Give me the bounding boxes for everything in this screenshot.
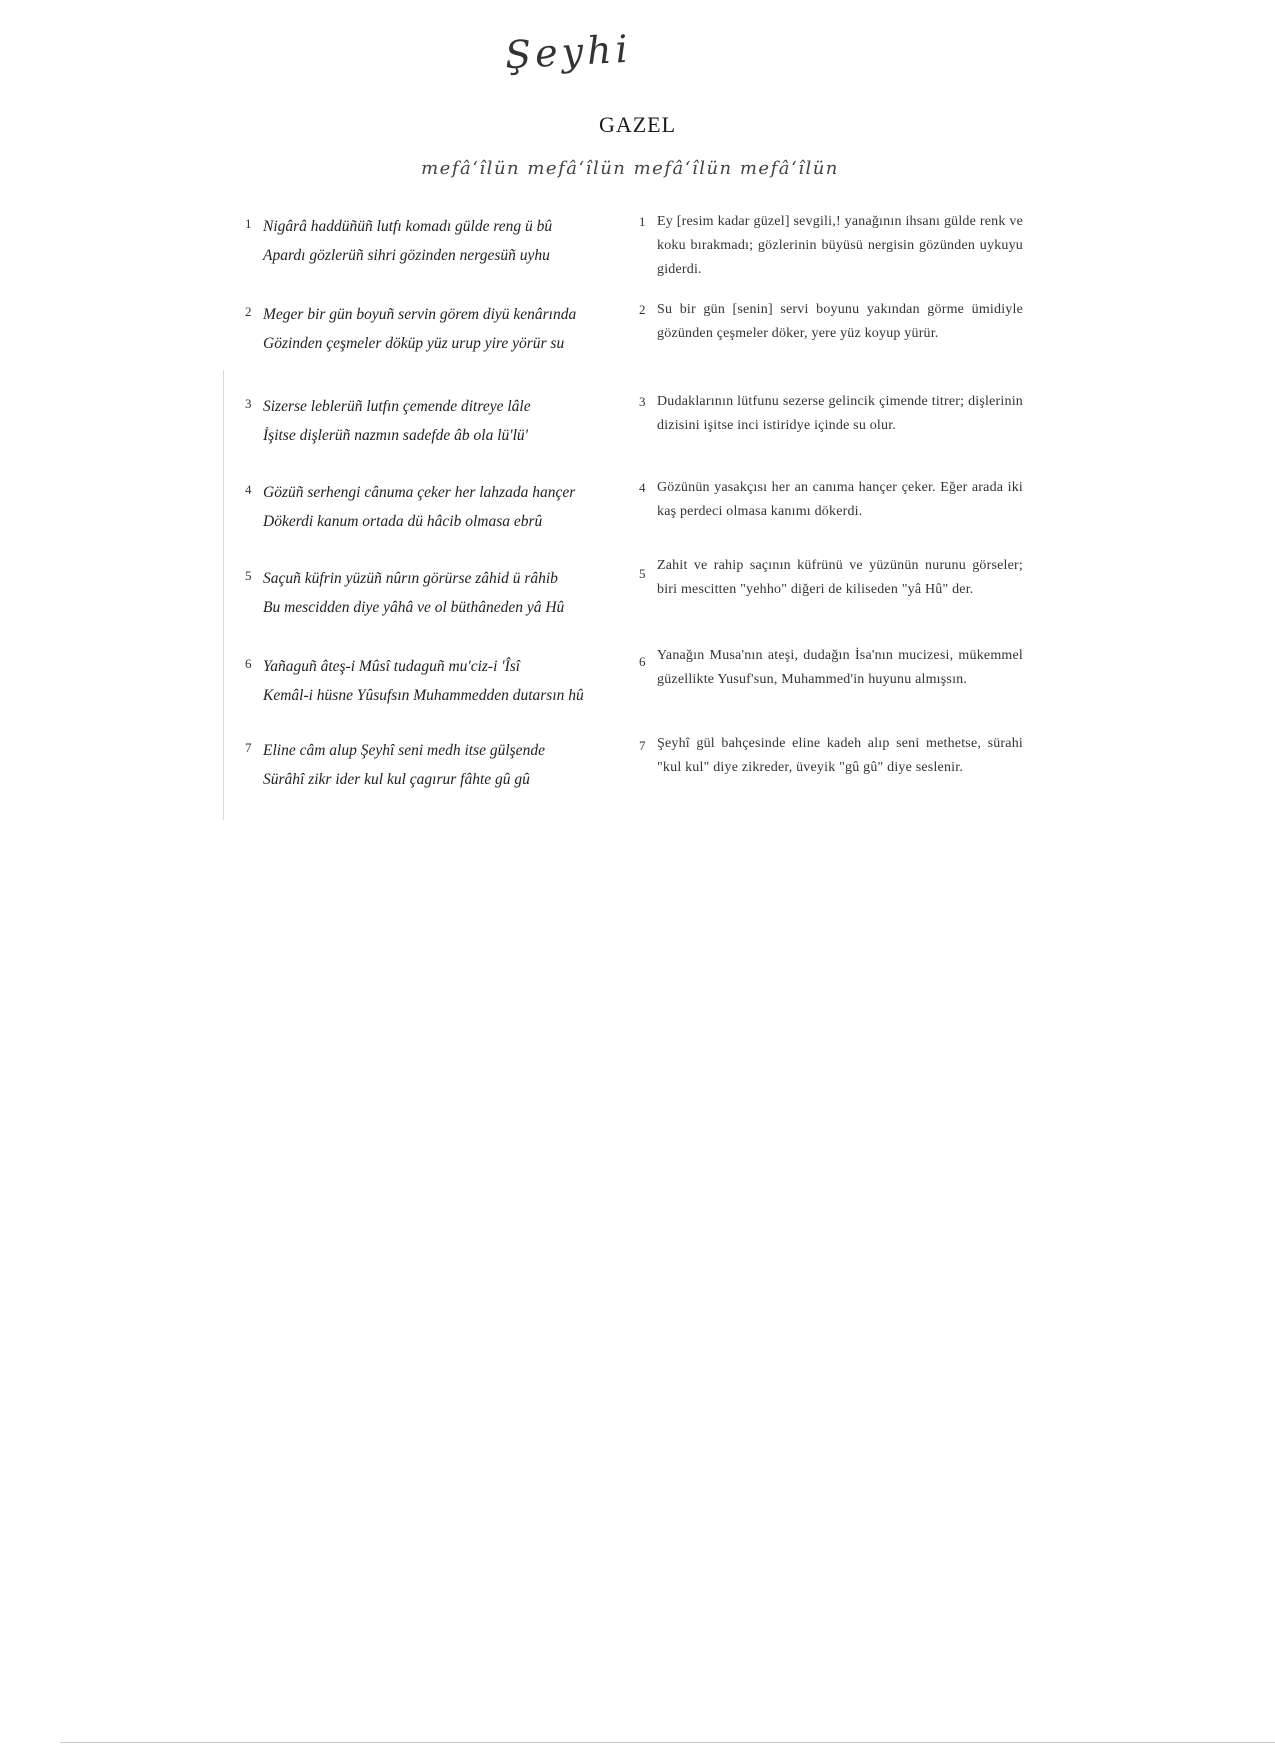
turkish-translation: Yanağın Musa'nın ateşi, dudağın İsa'nın mucizesi, mükemmel güzellikte Yusuf'sun, Muhammed'in huyunu almışsın.	[657, 648, 1023, 687]
ottoman-verse	[263, 736, 633, 794]
couplet-number: 4	[245, 482, 252, 497]
translation-number: 7	[639, 738, 646, 753]
translation-number: 3	[639, 394, 646, 409]
ottoman-verse	[263, 212, 633, 270]
couplet-number: 5	[245, 568, 252, 583]
verse-line: İşitse dişlerüñ nazmın sadefde âb ola lü'lü'	[263, 427, 528, 444]
translation-number: 1	[639, 214, 646, 229]
couplet-number: 2	[245, 304, 252, 319]
couplet-number: 7	[245, 740, 252, 755]
page-margin-line	[223, 370, 224, 820]
turkish-translation: Gözünün yasakçısı her an canıma hançer çeker. Eğer arada iki kaş perdeci olmasa kanımı dökerdi.	[657, 480, 1023, 519]
turkish-translation: Dudaklarının lütfunu sezerse gelincik çimende titrer; dişlerinin dizisini işitse inci istiridye içinde su olur.	[657, 394, 1023, 433]
couplet-number: 3	[245, 396, 252, 411]
verse-line: Gözüñ serhengi cânuma çeker her lahzada hançer	[263, 484, 576, 501]
couplet-number: 6	[245, 656, 252, 671]
verse-line: Eline câm alup Şeyhî seni medh itse gülşende	[263, 742, 545, 759]
verse-line: Nigârâ haddüñüñ lutfı komadı gülde reng ü bû	[263, 218, 553, 235]
turkish-translation: Zahit ve rahip saçının küfrünü ve yüzünün nurunu görseler; biri mescitten "yehho" diğeri de kiliseden "yâ Hû" der.	[657, 558, 1023, 597]
ottoman-verse	[263, 478, 633, 536]
poem-title: GAZEL	[598, 112, 677, 137]
verse-line: Meger bir gün boyuñ servin görem diyü kenârında	[263, 306, 577, 323]
poem-meter: mefâ‘îlün mefâ‘îlün mefâ‘îlün mefâ‘îlün	[421, 158, 839, 179]
translation-number: 5	[639, 566, 646, 581]
ottoman-verse	[263, 652, 633, 710]
ottoman-verse	[263, 564, 633, 622]
translation-number: 2	[639, 302, 646, 317]
page-bottom-edge	[60, 1742, 1275, 1743]
verse-line: Sürâhî zikr ider kul kul çagırur fâhte gû gû	[263, 771, 530, 788]
verse-line: Apardı gözlerüñ sihri gözinden nergesüñ uyhu	[263, 247, 550, 264]
turkish-translation: Su bir gün [senin] servi boyunu yakından görme ümidiyle gözünden çeşmeler döker, yere yüz koyup yürür.	[657, 302, 1023, 341]
verse-line: Sizerse leblerüñ lutfın çemende ditreye lâle	[263, 398, 531, 415]
couplet-number: 1	[245, 216, 252, 231]
verse-line: Saçuñ küfrin yüzüñ nûrın görürse zâhid ü râhib	[263, 570, 558, 587]
handwritten-author-note: Şeyhi	[503, 26, 633, 78]
verse-line: Kemâl-i hüsne Yûsufsın Muhammedden dutarsın hû	[263, 687, 584, 704]
verse-line: Gözinden çeşmeler döküp yüz urup yire yörür su	[263, 335, 565, 352]
turkish-translation: Ey [resim kadar güzel] sevgili,! yanağının ihsanı gülde renk ve koku bırakmadı; gözlerinin büyüsü nergisin gözünden uykuyu giderdi.	[657, 214, 1023, 277]
verse-line: Dökerdi kanum ortada dü hâcib olmasa ebrû	[263, 513, 543, 530]
verse-line: Yañaguñ âteş-i Mûsî tudaguñ mu'ciz-i 'Îsî	[263, 658, 521, 675]
verse-line: Bu mescidden diye yâhâ ve ol büthâneden yâ Hû	[263, 599, 565, 616]
translation-number: 4	[639, 480, 646, 495]
turkish-translation: Şeyhî gül bahçesinde eline kadeh alıp seni methetse, sürahi "kul kul" diye zikreder, üveyik "gû gû" diye seslenir.	[657, 736, 1023, 775]
ottoman-verse	[263, 300, 633, 358]
translation-number: 6	[639, 654, 646, 669]
ottoman-verse	[263, 392, 633, 450]
